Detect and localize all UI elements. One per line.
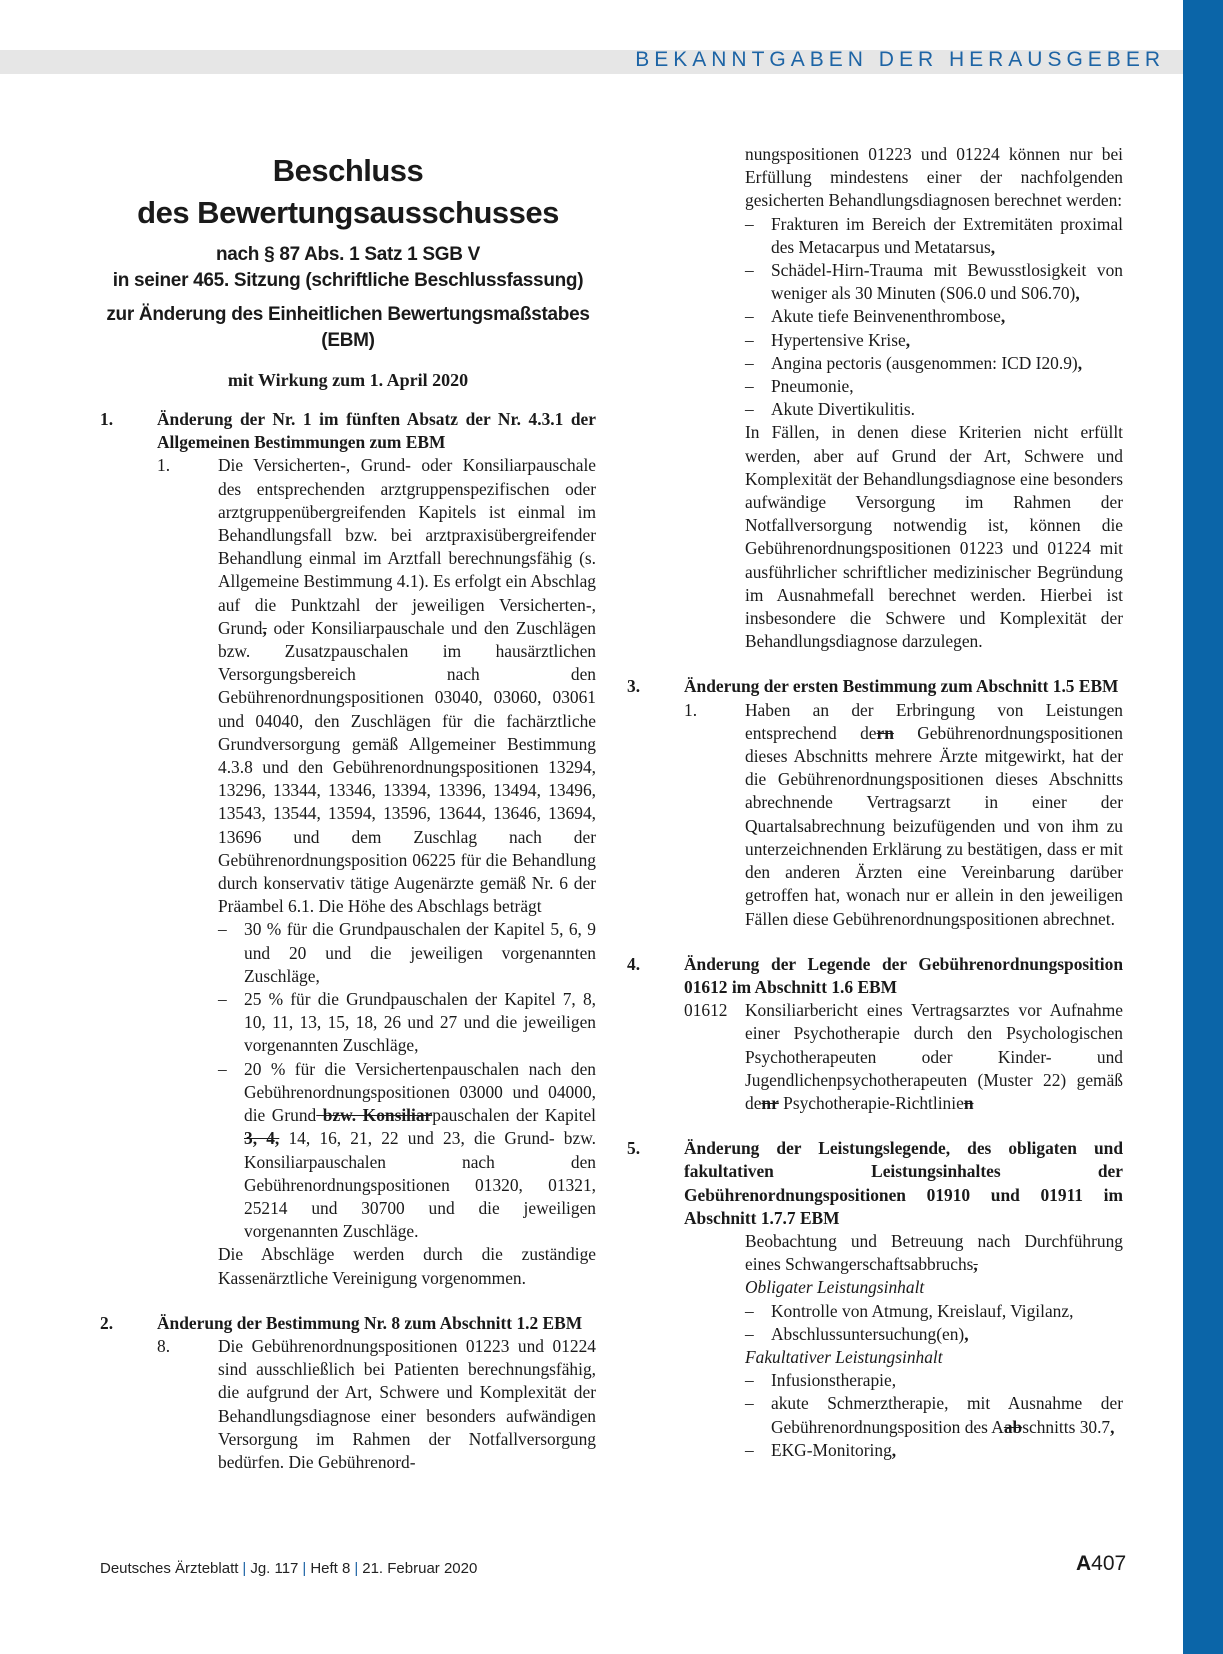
text: 20 % für die Versichertenpauschalen nach den Gebührenordnungspositionen 03000 und 04000, die Grund [244, 1058, 596, 1126]
deleted-text: nr [761, 1092, 779, 1113]
list-text: 30 % für die Grundpauschalen der Kapitel 5, 6, 9 und 20 und die jeweiligen vorgenannten Zuschläge, [244, 919, 596, 986]
page-number [1076, 1552, 1126, 1576]
optional-list [745, 1369, 1123, 1462]
dash: – [745, 376, 754, 397]
title-line-1: Beschluss [272, 153, 424, 188]
item-number: 8. [157, 1335, 171, 1356]
dash: – [745, 260, 754, 281]
list-item [218, 988, 596, 1058]
list-item [745, 259, 1123, 305]
section-number: 4. [627, 953, 641, 974]
list-text: Kontrolle von Atmung, Kreislauf, Vigilanz, [771, 1300, 1074, 1321]
item-body [218, 454, 596, 1289]
list-text: Pneumonie, [771, 376, 854, 397]
deleted-text: n [963, 1092, 974, 1113]
footer: Deutsches Ärzteblatt | Jg. 117 | Heft 8 | 21. Februar 2020 [100, 1560, 478, 1577]
paragraph: nungspositionen 01223 und 01224 können nur bei Erfüllung mindestens einer der nachfolgenden gesicherten Behandlungsdiagnosen berechnet werden: [745, 144, 1123, 211]
deleted-text: ab [1003, 1416, 1023, 1437]
section-3-heading [627, 675, 1123, 698]
text: 14, 16, 21, 22 und 23, die Grund- bzw. Konsiliarpauschalen nach den Gebührenordnungspositionen 01320, 01321, 25214 und 30700 und die jeweiligen vorgenannten Zuschläge. [244, 1128, 596, 1242]
list-item [745, 1323, 1123, 1346]
section-title: Änderung der ersten Bestimmung zum Abschnitt 1.5 EBM [684, 676, 1119, 697]
volume: Jg. 117 [250, 1560, 299, 1577]
list-item [745, 398, 1123, 421]
title-block [100, 150, 596, 354]
list-item [745, 1392, 1123, 1438]
text: Konsiliarbericht eines Vertragsarztes vor Aufnahme einer Psychotherapie durch den Psychologischen Psychotherapeuten oder Kinder- und Jugendlichenpsychotherapeuten (Muster 22) gemäß de [745, 1000, 1123, 1113]
section-number: 5. [627, 1138, 641, 1159]
list-item [745, 1300, 1123, 1323]
title-line-3: nach § 87 Abs. 1 Satz 1 SGB V [215, 244, 481, 265]
dash: – [218, 1058, 227, 1079]
section-3-item [684, 699, 1123, 931]
text: EKG-Monitoring [771, 1439, 892, 1460]
paragraph: Die Abschläge werden durch die zuständige Kassenärztliche Vereinigung vorgenommen. [218, 1244, 596, 1288]
dash: – [745, 329, 754, 350]
deleted-text: rn [876, 722, 894, 743]
text: oder Konsiliarpauschale und den Zuschlägen bzw. Zusatzpauschalen im hausärztlichen Versorgungsbereich nach den Gebührenordnungspositionen 03040, 03060, 03061 und 04040, den Zuschlägen für die fachärztliche Grundversorgung gemäß Allgemeiner Bestimmung 4.3.8 und den Gebührenordnungspositionen 13294, 13296, 13344, 13346, 13394, 13396, 13494, 13496, 13543, 13544, 13594, 13596, 13644, 13646, 13694, 13696 und dem Zuschlag nach der Gebührenordnungsposition 06225 für die Behandlung durch konservativ tätige Augenärzte gemäß Nr. 6 der Präambel 6.1. Die Höhe des Abschlags beträgt [218, 617, 596, 917]
list-text [771, 213, 1123, 259]
paragraph: Die Gebührenordnungspositionen 01223 und 01224 sind ausschließlich bei Patienten berechnungsfähig, die aufgrund der Art, Schwere und Komplexität der Behandlungsdiagnose einer besonders aufwändigen Versorgung im Rahmen der Notfallversorgung bedürfen. Die Gebührenord- [218, 1335, 596, 1472]
inserted-text: , [1000, 306, 1006, 327]
dash: – [745, 213, 754, 234]
fee-code: 01612 [684, 1000, 728, 1021]
list-text [771, 259, 1123, 305]
list-text [244, 1058, 596, 1244]
inserted-text: , [891, 1439, 897, 1460]
title-line-4: in seiner 465. Sitzung (schriftliche Beschlussfassung) [112, 270, 584, 291]
section-4-item [684, 999, 1123, 1115]
right-column [627, 143, 1123, 1462]
section-1-item [157, 454, 596, 1289]
list-item [745, 375, 1123, 398]
item-number: 1. [157, 455, 171, 476]
list-text [771, 1392, 1123, 1438]
text: Die Versicherten-, Grund- oder Konsiliarpauschale des entsprechenden arztgruppenspezifischen oder arztgruppenübergreifenden Kapitels ist einmal im Behandlungsfall bzw. bei arztpraxisübergreifender Behandlung einmal im Arztfall berechnungsfähig (s. Allgemeine Bestimmung 4.1). Es erfolgt ein Abschlag auf die Punktzahl der jeweiligen Versicherten-, Grund [218, 455, 596, 638]
list-text [771, 305, 1123, 328]
section-title: Änderung der Legende der Gebührenordnungsposition 01612 im Abschnitt 1.6 EBM [684, 953, 1123, 997]
section-5-heading [627, 1137, 1123, 1230]
text: Frakturen im Bereich der Extremitäten proximal des Metacarpus und Metatarsus [771, 213, 1123, 257]
deleted-text: , [262, 617, 267, 638]
paragraph: In Fällen, in denen diese Kriterien nicht erfüllt werden, aber auf Grund der Art, Schwere und Komplexität der Behandlungsdiagnose eine besonders aufwändige Versorgung im Rahmen der Notfallversorgung notwendig ist, können die Gebührenordnungspositionen 01223 und 01224 mit ausführlicher schriftlicher medizinischer Begründung im Ausnahmefall berechnet werden. Hierbei ist insbesondere die Schwere und Komplexität der Behandlungsdiagnose darzulegen. [745, 422, 1123, 652]
issue-date: 21. Februar 2020 [362, 1560, 478, 1577]
paragraph [745, 699, 1123, 931]
list-item [218, 918, 596, 988]
section-number: 1. [100, 409, 114, 429]
section-label: BEKANNTGABEN DER HERAUSGEBER [635, 48, 1165, 71]
section-title: Änderung der Nr. 1 im fünften Absatz der Nr. 4.3.1 der Allgemeinen Bestimmungen zum EBM [157, 409, 596, 453]
paragraph [218, 454, 596, 918]
sidebar-stripe [1183, 0, 1223, 1654]
list-text: Infusionstherapie, [771, 1370, 897, 1391]
dash: – [745, 1370, 754, 1391]
list-item [745, 329, 1123, 352]
list-text: Akute Divertikulitis. [771, 399, 915, 420]
title-line-2: des Bewertungsausschusses [137, 195, 559, 230]
obligatory-content-label: Obligater Leistungsinhalt [745, 1277, 925, 1298]
list-item [745, 352, 1123, 375]
list-item [745, 1369, 1123, 1392]
text: Psychotherapie-Richtlinie [778, 1092, 964, 1113]
text: Angina pectoris (ausgenommen: ICD I20.9) [771, 352, 1078, 373]
obligatory-list [745, 1300, 1123, 1346]
list-item [218, 1058, 596, 1244]
section-1-heading [100, 408, 596, 454]
text: Schädel-Hirn-Trauma mit Bewusstlosigkeit von weniger als 30 Minuten (S06.0 und S06.70) [771, 260, 1123, 304]
dash: – [218, 989, 227, 1010]
list-text [771, 329, 1123, 352]
list-text: 25 % für die Grundpauschalen der Kapitel 7, 8, 10, 11, 13, 15, 18, 26 und 27 und die jeweiligen vorgenannten Zuschläge, [244, 989, 596, 1056]
section-number: 3. [627, 676, 641, 697]
effective-date: mit Wirkung zum 1. April 2020 [227, 370, 469, 390]
text: Beobachtung und Betreuung nach Durchführung eines Schwangerschaftsabbruchs [745, 1230, 1123, 1275]
deleted-text: bzw. Konsiliar [316, 1105, 433, 1126]
diagnosis-list [745, 213, 1123, 422]
inserted-text: , [1075, 283, 1080, 304]
paragraph [745, 999, 1123, 1115]
left-column [100, 408, 596, 1474]
title-line-5: zur Änderung des Einheitlichen Bewertungsmaßstabes (EBM) [106, 304, 590, 351]
list-text [771, 1323, 1123, 1346]
dash: – [745, 1439, 754, 1460]
paragraph [745, 1230, 1123, 1276]
list-item [745, 305, 1123, 328]
dash: – [745, 399, 754, 420]
dash: – [745, 1300, 754, 1321]
text: akute Schmerztherapie, mit Ausnahme der Gebührenordnungsposition des A [771, 1393, 1123, 1437]
deleted-text: 3, 4, [244, 1128, 280, 1149]
text: Hypertensive Krise [771, 329, 906, 350]
deleted-text: , [973, 1254, 978, 1275]
text: schnitts 30.7 [1022, 1416, 1111, 1437]
inserted-text: , [990, 236, 996, 257]
list-text [771, 1439, 1123, 1462]
section-4-heading [627, 953, 1123, 999]
text: Gebührenordnungspositionen dieses Abschnitts mehrere Ärzte mitgewirkt, hat der die Gebührenordnungspositionen dieses Abschnitts abrechnende Vertragsarzt in einer der Quartalsabrechnung beizufügenden und von ihm zu unterzeichnenden Erklärung zu bestätigen, dass er mit den anderen Ärzten eine Vereinbarung darüber getroffen hat, wonach nur er allein in den jeweiligen Fällen diese Gebührenordnungspositionen abrechnet. [745, 722, 1123, 929]
section-title: Änderung der Leistungslegende, des obligaten und fakultativen Leistungsinhaltes der Gebührenordnungspositionen 01910 und 01911 im Abschnitt 1.7.7 EBM [684, 1138, 1123, 1228]
section-title: Änderung der Bestimmung Nr. 8 zum Abschnitt 1.2 EBM [157, 1312, 583, 1333]
list-text [771, 352, 1123, 375]
section-number: 2. [100, 1312, 114, 1333]
inserted-text: , [905, 329, 911, 350]
section-2-item [157, 1335, 596, 1474]
text: Akute tiefe Beinvenenthrombose [771, 306, 1001, 327]
item-number: 1. [684, 699, 698, 720]
dash: – [745, 306, 754, 327]
journal-name: Deutsches Ärzteblatt [100, 1560, 239, 1577]
text: Abschlussuntersuchung(en) [771, 1323, 965, 1344]
section-2-heading [100, 1312, 596, 1335]
text: pauschalen der Kapitel [432, 1105, 596, 1126]
dash: – [218, 919, 227, 940]
issue: Heft 8 [310, 1560, 351, 1577]
dash: – [745, 1323, 754, 1344]
page-prefix: A [1076, 1552, 1092, 1575]
list-item [745, 1439, 1123, 1462]
dash: – [745, 352, 754, 373]
dash: – [745, 1393, 754, 1414]
inserted-text: , [1077, 352, 1083, 373]
inserted-text: , [1110, 1416, 1115, 1437]
inserted-text: , [964, 1323, 969, 1344]
list-item [745, 213, 1123, 259]
optional-content-label: Fakultativer Leistungsinhalt [745, 1346, 943, 1367]
page-number-value: 407 [1091, 1552, 1127, 1575]
text: Haben an der Erbringung von Leistungen entsprechend de [745, 699, 1123, 743]
